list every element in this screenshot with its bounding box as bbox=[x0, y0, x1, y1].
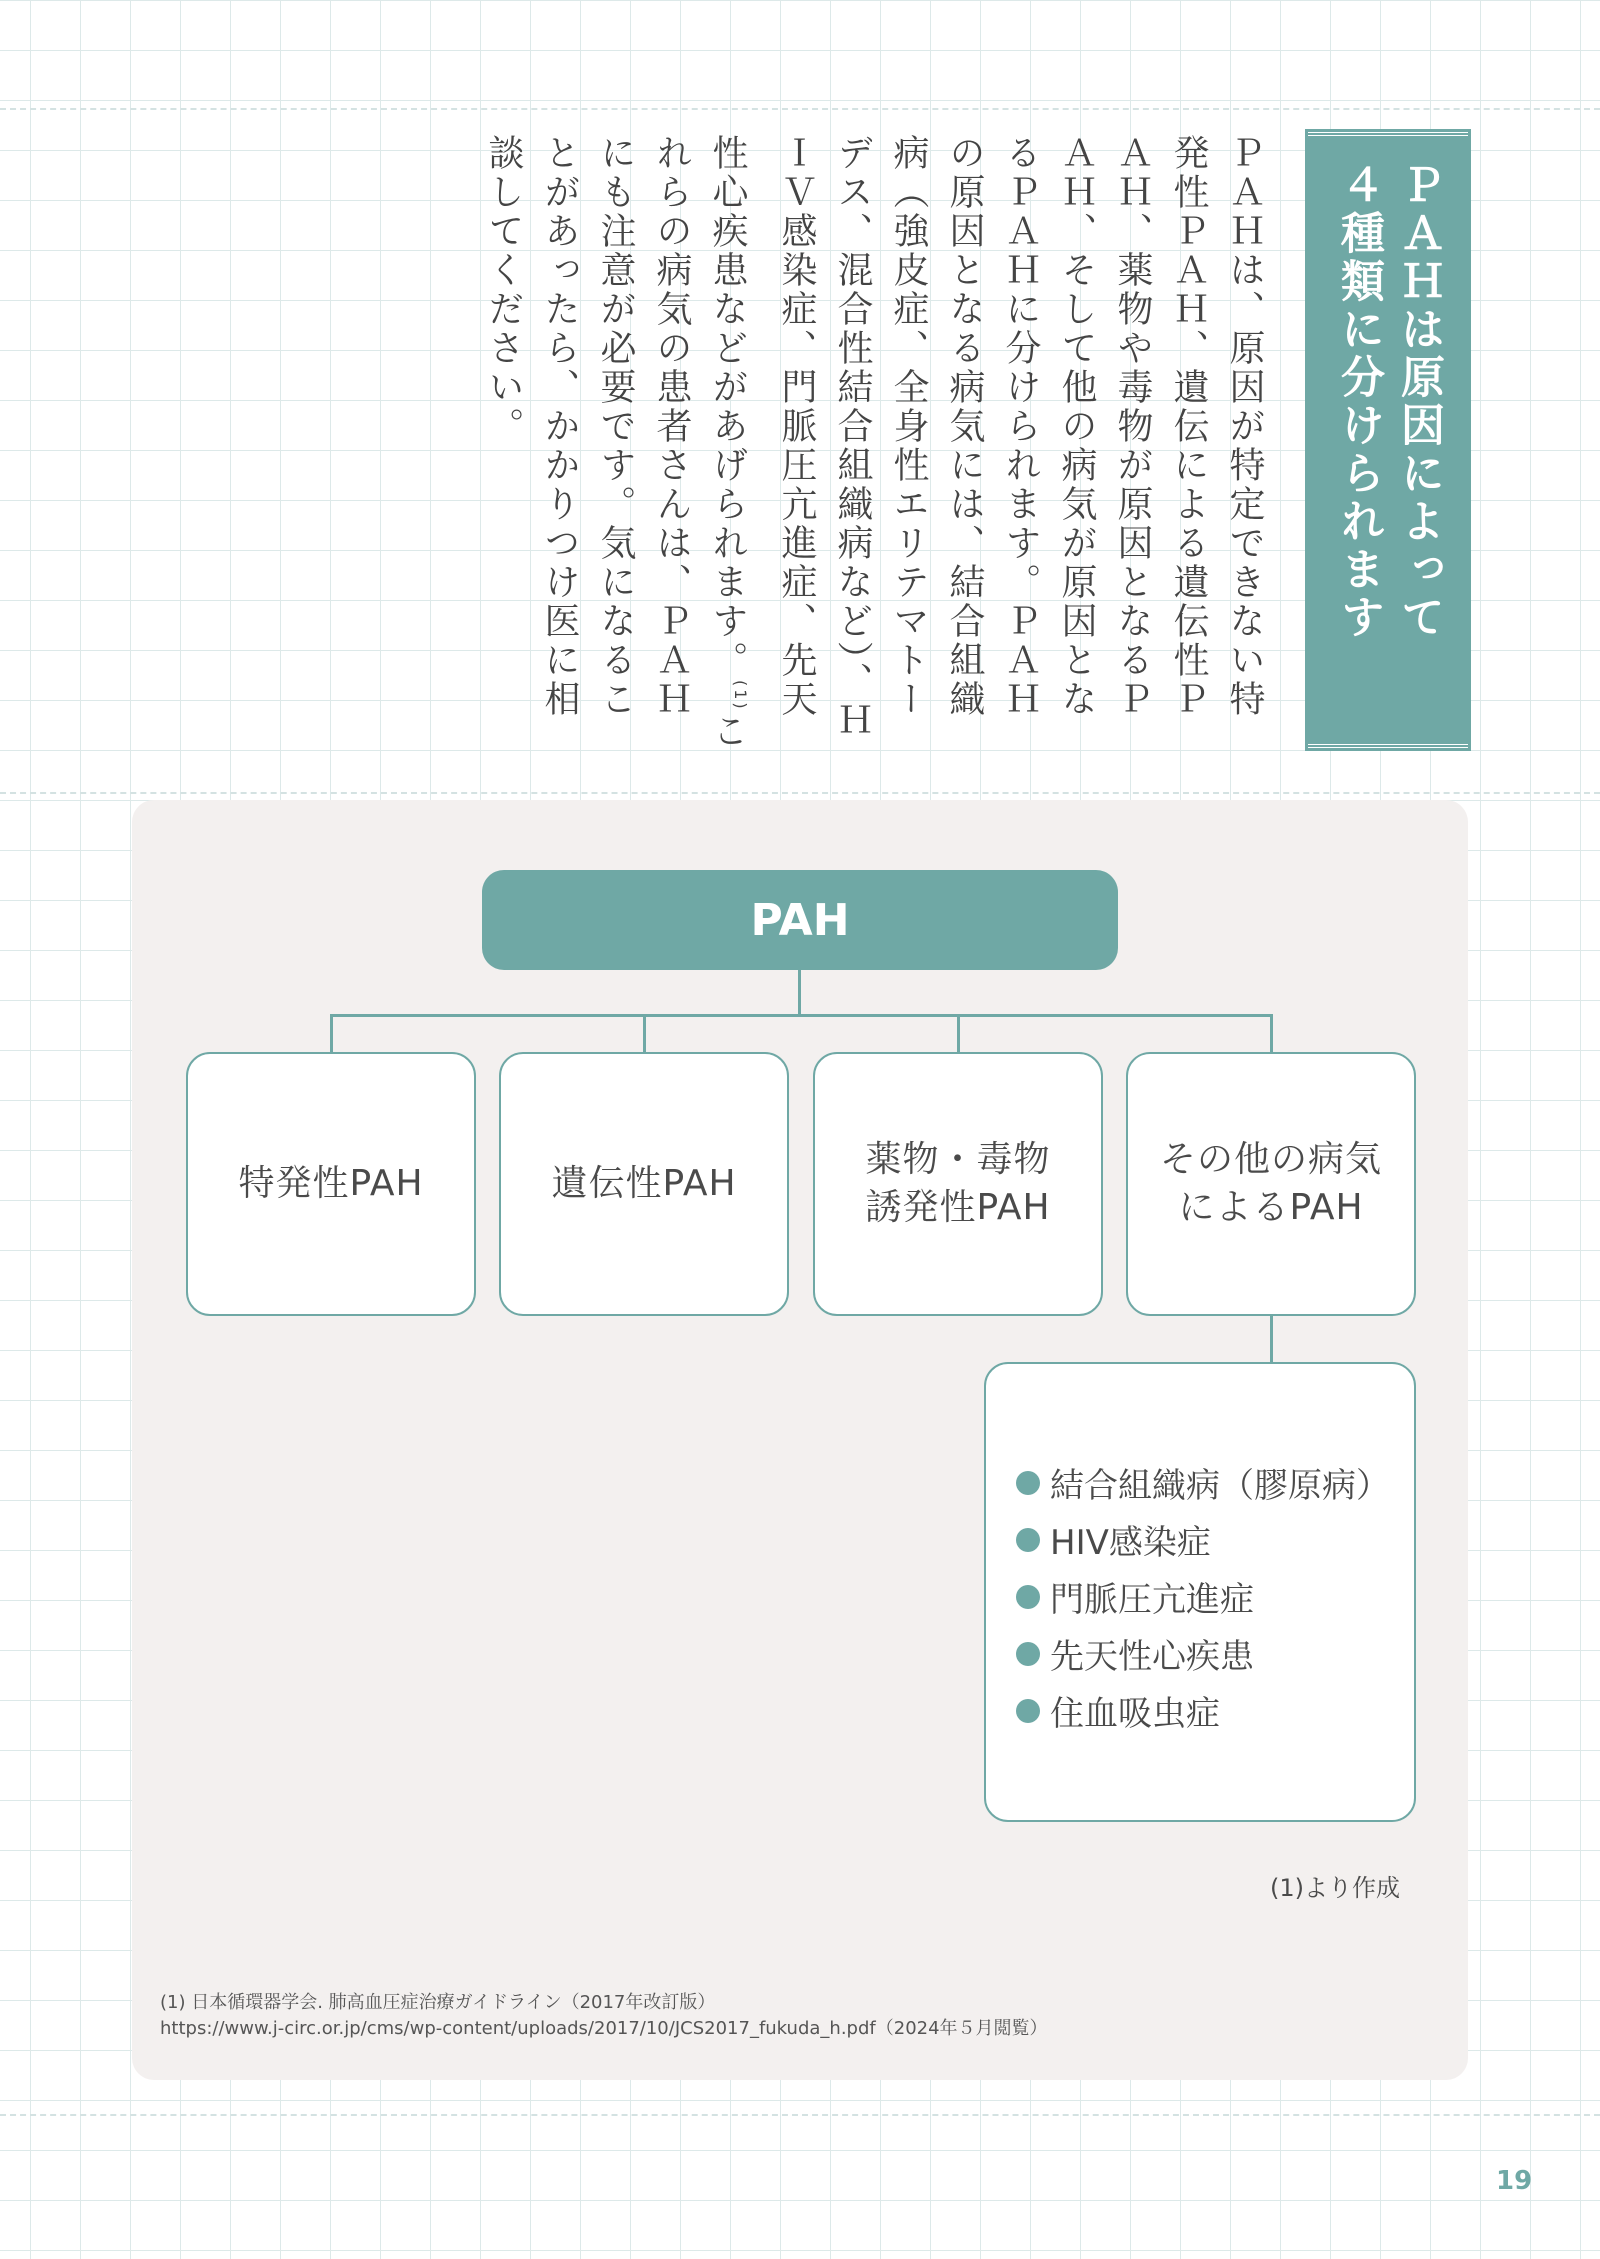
bullet-icon bbox=[1016, 1528, 1040, 1552]
connector-line bbox=[330, 1014, 333, 1052]
reference-citation: (1) 日本循環器学会. 肺高血圧症治療ガイドライン（2017年改訂版） bbox=[160, 1992, 716, 2013]
category-label: その他の病気 によるPAH bbox=[1159, 1139, 1382, 1228]
body-text bbox=[483, 134, 1272, 754]
connector-line bbox=[957, 1014, 960, 1052]
category-label: 遺伝性PAH bbox=[551, 1163, 737, 1204]
other-diseases-list bbox=[984, 1362, 1416, 1822]
page-number: 19 bbox=[1496, 2166, 1533, 2196]
title-line-2: ４種類に分けられます bbox=[1333, 162, 1384, 642]
list-item bbox=[1016, 1454, 1414, 1511]
connector-line bbox=[798, 970, 801, 1016]
body-text-part-2: これらの病気の患者さんは、ＰＡＨにも注意が必要です。気になることがあったら、かかりつけ医に相談してください。 bbox=[483, 134, 748, 751]
bullet-icon bbox=[1016, 1699, 1040, 1723]
disease-label: 先天性心疾患 bbox=[1050, 1637, 1254, 1677]
reference bbox=[160, 1990, 1450, 2042]
source-note: (1)より作成 bbox=[1270, 1874, 1400, 1902]
bullet-icon bbox=[1016, 1471, 1040, 1495]
bullet-icon bbox=[1016, 1585, 1040, 1609]
list-item bbox=[1016, 1511, 1414, 1568]
grid-dashed-band bbox=[0, 2114, 1600, 2116]
reference-mark[interactable]: (1) bbox=[731, 680, 750, 712]
title-line-1: ＰＡＨは原因によって bbox=[1393, 162, 1444, 642]
list-item bbox=[1016, 1568, 1414, 1625]
bullet-icon bbox=[1016, 1642, 1040, 1666]
title-banner bbox=[1308, 132, 1468, 748]
category-idiopathic-pah bbox=[186, 1052, 476, 1316]
connector-line bbox=[643, 1014, 646, 1052]
list-item bbox=[1016, 1625, 1414, 1682]
grid-dashed-band bbox=[0, 792, 1600, 794]
category-label: 特発性PAH bbox=[238, 1163, 424, 1204]
category-other-disease-pah bbox=[1126, 1052, 1416, 1316]
connector-line bbox=[1270, 1014, 1273, 1052]
pah-root-node: PAH bbox=[482, 870, 1118, 970]
disease-label: 結合組織病（膠原病） bbox=[1050, 1466, 1390, 1506]
disease-label: 住血吸虫症 bbox=[1050, 1694, 1220, 1734]
disease-label: HIV感染症 bbox=[1050, 1523, 1211, 1563]
reference-url[interactable]: https://www.j-circ.or.jp/cms/wp-content/uploads/2017/10/JCS2017_fukuda_h.pdf（2024年５月閲覧） bbox=[160, 2018, 1048, 2039]
connector-line bbox=[330, 1014, 1271, 1017]
category-heritable-pah bbox=[499, 1052, 789, 1316]
list-item bbox=[1016, 1682, 1414, 1739]
diagram-panel bbox=[132, 800, 1468, 2080]
body-text-part-1: ＰＡＨは、原因が特定できない特発性ＰＡＨ、遺伝による遺伝性ＰＡＨ、薬物や毒物が原因となるＰＡＨ、そして他の病気が原因となるＰＡＨに分けられます。ＰＡＨの原因となる病気には、結合組織病（強皮症、全身性エリテマトーデス、混合性結合組織病など）、ＨＩＶ感染症、門脈圧亢進症、先天性心疾患などがあげられます。 bbox=[707, 134, 1265, 740]
disease-label: 門脈圧亢進症 bbox=[1050, 1580, 1254, 1620]
category-drug-toxin-pah bbox=[813, 1052, 1103, 1316]
category-label: 薬物・毒物 誘発性PAH bbox=[865, 1139, 1051, 1228]
connector-line bbox=[1270, 1316, 1273, 1362]
grid-dashed-band bbox=[0, 108, 1600, 110]
